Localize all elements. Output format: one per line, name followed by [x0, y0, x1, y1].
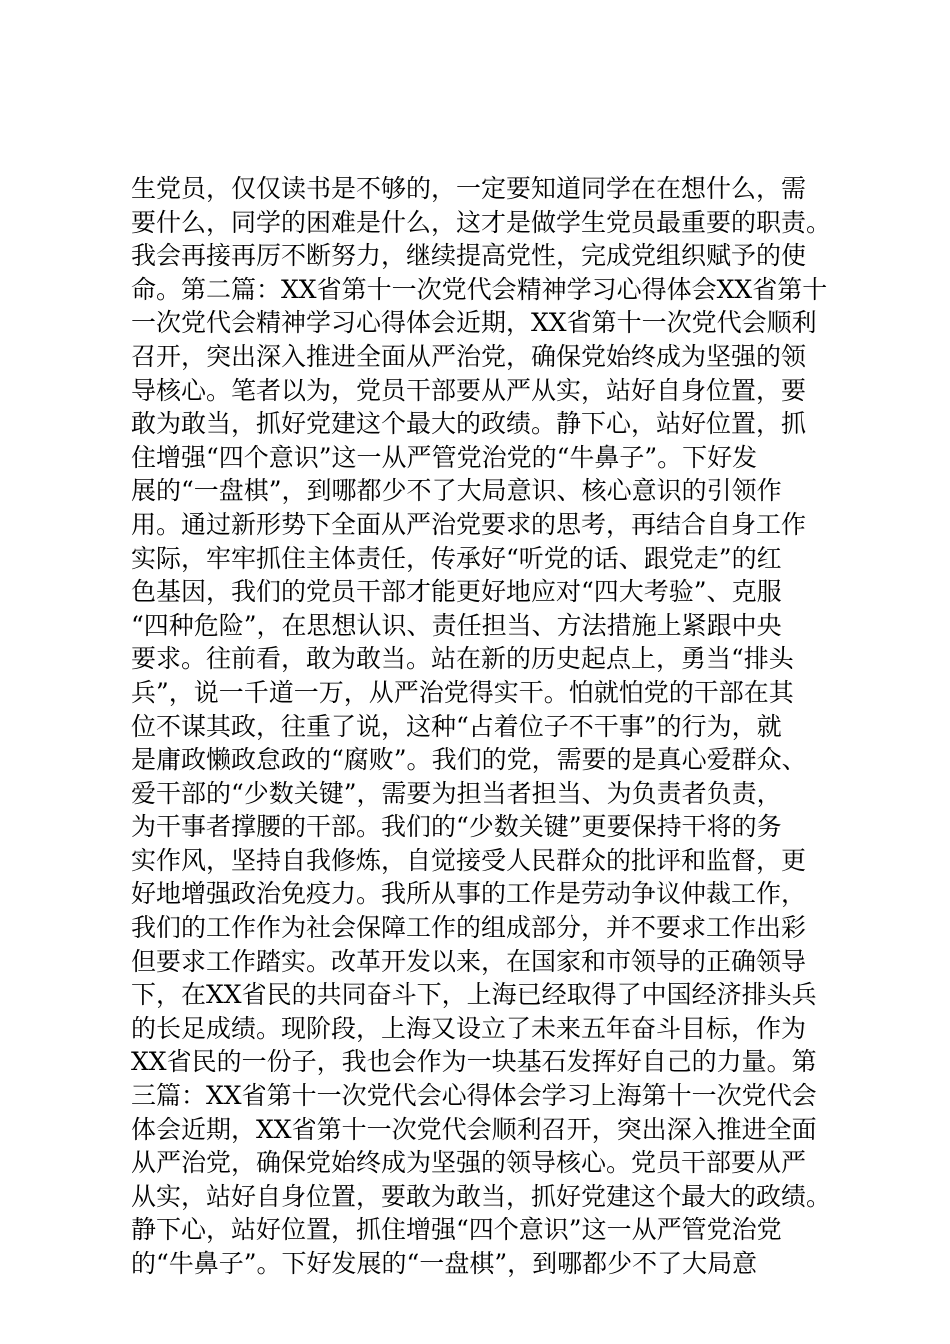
- text-line: 要求。往前看，敢为敢当。站在新的历史起点上，勇当“排头: [131, 644, 794, 674]
- text-line: 下，在XX省民的共同奋斗下，上海已经取得了中国经济排头兵: [131, 980, 817, 1010]
- text-line: 的“牛鼻子”。下好发展的“一盘棋”，到哪都少不了大局意: [131, 1249, 758, 1278]
- text-line: 敢为敢当，抓好党建这个最大的政绩。静下心，站好位置，抓: [131, 409, 807, 439]
- text-line: 从实，站好自身位置，要敢为敢当，抓好党建这个最大的政绩。: [131, 1181, 832, 1211]
- text-line: 住增强“四个意识”这一从严管党治党的“牛鼻子”。下好发: [131, 442, 758, 472]
- text-line: 要什么，同学的困难是什么，这才是做学生党员最重要的职责。: [131, 207, 832, 237]
- text-line: 我们的工作作为社会保障工作的组成部分，并不要求工作出彩: [131, 913, 807, 943]
- text-line: 三篇：XX省第十一次党代会心得体会学习上海第十一次党代会: [131, 1081, 817, 1111]
- text-line: 导核心。笔者以为，党员干部要从严从实，站好自身位置，要: [131, 375, 807, 405]
- text-line: 体会近期，XX省第十一次党代会顺利召开，突出深入推进全面: [131, 1114, 817, 1144]
- text-line: 从严治党，确保党始终成为坚强的领导核心。党员干部要从严: [131, 1148, 807, 1178]
- text-line: 生党员，仅仅读书是不够的，一定要知道同学在在想什么，需: [131, 174, 807, 203]
- text-line: 展的“一盘棋”，到哪都少不了大局意识、核心意识的引领作: [131, 476, 782, 506]
- text-line: 实作风，坚持自我修炼，自觉接受人民群众的批评和监督，更: [131, 845, 807, 875]
- text-line: 但要求工作踏实。改革开发以来，在国家和市领导的正确领导: [131, 946, 807, 976]
- text-line: 静下心，站好位置，抓住增强“四个意识”这一从严管党治党: [131, 1215, 782, 1245]
- text-line: 位不谋其政，往重了说，这种“占着位子不干事”的行为，就: [131, 711, 782, 741]
- text-line: 实际，牢牢抓住主体责任，传承好“听党的话、跟党走”的红: [131, 543, 782, 573]
- text-line: 兵”，说一千道一万，从严治党得实干。怕就怕党的干部在其: [131, 677, 794, 707]
- text-line: 命。第二篇：XX省第十一次党代会精神学习心得体会XX省第十: [131, 274, 828, 304]
- text-line: 召开，突出深入推进全面从严治党，确保党始终成为坚强的领: [131, 341, 807, 371]
- text-line: “四种危险”，在思想认识、责任担当、方法措施上紧跟中央: [131, 610, 782, 640]
- text-line: 色基因，我们的党员干部才能更好地应对“四大考验”、克服: [131, 577, 782, 607]
- text-line: 的长足成绩。现阶段，上海又设立了未来五年奋斗目标，作为: [131, 1013, 807, 1043]
- text-line: 好地增强政治免疫力。我所从事的工作是劳动争议仲裁工作，: [131, 879, 807, 909]
- text-line: 爱干部的“少数关键”，需要为担当者担当、为负责者负责，: [131, 778, 782, 808]
- body-text: [131, 172, 831, 1281]
- text-line: 是庸政懒政怠政的“腐败”。我们的党，需要的是真心爱群众、: [131, 745, 807, 775]
- text-line: 一次党代会精神学习心得体会近期，XX省第十一次党代会顺利: [131, 308, 817, 338]
- text-line: 我会再接再厉不断努力，继续提高党性，完成党组织赋予的使: [131, 241, 807, 271]
- text-line: XX省民的一份子，我也会作为一块基石发挥好自己的力量。第: [131, 1047, 817, 1077]
- text-line: 用。通过新形势下全面从严治党要求的思考，再结合自身工作: [131, 509, 807, 539]
- text-line: 为干事者撑腰的干部。我们的“少数关键”更要保持干将的务: [131, 812, 782, 842]
